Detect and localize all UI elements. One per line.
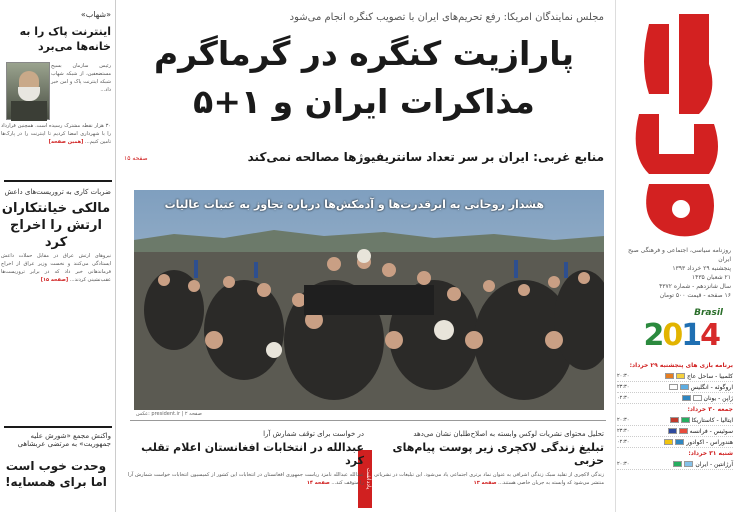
flag-icon xyxy=(679,428,688,434)
schedule-match-row[interactable] xyxy=(617,393,733,404)
schedule-teams xyxy=(669,384,733,391)
match-time: ۲۰:۳۰ xyxy=(617,461,630,467)
divider xyxy=(4,180,112,182)
main-headline-line1: پارازیت کنگره در گرماگرم xyxy=(153,34,575,73)
schedule-teams xyxy=(673,461,733,468)
masthead-info xyxy=(619,246,731,300)
schedule-match-row[interactable] xyxy=(617,382,733,393)
schedule-teams xyxy=(682,395,733,402)
divider xyxy=(130,420,606,421)
crowd-photo xyxy=(134,190,604,410)
schedule-match-row[interactable] xyxy=(617,426,733,437)
year-digit: 2 xyxy=(643,318,663,353)
match-time: ۲۰:۳۰ xyxy=(617,417,630,423)
article-abdullah[interactable] xyxy=(128,430,364,487)
photo-credit: عکس: president.ir | صفحه ۲ xyxy=(136,411,202,417)
article-luxury-text: زندگی لاکچری از تقلید سبک زندگی اشرافی به عنوان نماد برتری اجتماعی یاد می‌شود. این تبلیغات در نشریاتی منتشر می‌شود که وابسته به جریان خاصی هستند... xyxy=(374,472,604,486)
schedule-day-label: برنامه بازی های پنجشنبه ۲۹ خرداد: xyxy=(629,362,733,369)
page-reference[interactable]: صفحه ۱۵ xyxy=(124,155,148,162)
schedule-match-row[interactable] xyxy=(617,415,733,426)
article-abdullah-body xyxy=(128,471,364,487)
match-name: سوئیس - فرانسه xyxy=(689,427,733,435)
schedule-teams xyxy=(664,439,733,446)
photo-caption: هشدار روحانی به ابرقدرت‌ها و آدمکش‌ها درباره تجاوز به عتبات عالیات xyxy=(164,198,544,211)
article-abdullah-text: عبدالله عبدالله نامزد ریاست جمهوری افغانستان در انتخابات این کشور از کمیسیون انتخابات خواست شمارش آرا را متوقف کند... xyxy=(128,472,364,486)
info-line: پنجشنبه ۲۹ خرداد ۱۳۹۳ xyxy=(672,265,731,272)
main-headline-line2: مذاکرات ایران و ۱+۵ xyxy=(193,82,535,121)
article-abdullah-kicker: در خواست برای توقف شمارش آرا xyxy=(263,430,364,438)
schedule-teams xyxy=(670,417,733,424)
match-time: ۲۳:۳۰ xyxy=(617,428,630,434)
match-time: ۰۲:۳۰ xyxy=(617,439,630,445)
left-body-2-text: ۳۰ هزار نقطه مشترک رسیده است. همچنین قرارداد را با شهرداری امضا کردیم تا اینترنت را در پارک‌ها تامین کنیم... xyxy=(1,123,111,145)
match-time: ۲۳:۳۰ xyxy=(617,384,630,390)
match-name: اروگوئه - انگلیس xyxy=(690,383,733,391)
left-kicker: «شهاب» xyxy=(80,10,111,19)
article-luxury-ref[interactable]: صفحه ۱۳ xyxy=(473,480,497,486)
match-time: ۰۲:۳۰ xyxy=(617,395,630,401)
info-line: سال شانزدهم - شماره ۴۳۷۲ xyxy=(659,283,731,290)
left-kicker-2: ضربات کاری به تروریست‌های داعش xyxy=(4,188,111,196)
left-body-3 xyxy=(1,252,111,284)
main-content xyxy=(120,0,612,512)
flag-icon xyxy=(665,373,674,379)
article-luxury-kicker: تحلیل محتوای نشریات لوکس وابسته به اصلاح‌طلبان نشان می‌دهد xyxy=(413,430,604,438)
match-time: ۲۰:۳۰ xyxy=(617,373,630,379)
red-side-label: یادداشت xyxy=(358,450,372,508)
article-abdullah-headline: عبدالله در انتخابات افغانستان اعلام تقلب کرد xyxy=(141,441,364,467)
article-abdullah-ref[interactable]: صفحه ۱۴ xyxy=(306,480,330,486)
left-body-3-ref[interactable]: [صفحه ۱۵] xyxy=(40,277,69,283)
brasil-year xyxy=(644,318,720,353)
article-luxury-headline: تبلیغ زندگی لاکچری زیر پوست پیام‌های حزبی xyxy=(392,441,604,467)
match-name: کلمبیا - ساحل عاج xyxy=(686,372,733,380)
world-cup-logo xyxy=(627,306,727,358)
flag-icon xyxy=(676,373,685,379)
year-digit: 1 xyxy=(681,318,701,353)
flag-icon xyxy=(684,461,693,467)
left-headline-unity[interactable]: وحدت خوب است اما برای همسایه! xyxy=(5,459,107,489)
article-luxury[interactable] xyxy=(374,430,604,487)
brasil-text: Brasil xyxy=(694,308,723,318)
match-schedule xyxy=(617,360,733,470)
flag-icon xyxy=(680,384,689,390)
schedule-day-label: شنبه ۳۱ خرداد: xyxy=(688,450,733,457)
schedule-teams xyxy=(668,428,733,435)
flag-icon xyxy=(668,428,677,434)
schedule-match-row[interactable] xyxy=(617,437,733,448)
left-headline-maliki[interactable]: مالکی خیانتکاران ارتش را اخراج کرد xyxy=(1,201,111,250)
newspaper-logo[interactable] xyxy=(619,4,731,244)
flag-icon xyxy=(664,439,673,445)
year-digit: 4 xyxy=(700,318,719,353)
javan-logo-icon xyxy=(619,4,731,244)
info-line: روزنامه سیاسی، اجتماعی و فرهنگی صبح ایران xyxy=(628,247,731,263)
flag-icon xyxy=(682,395,691,401)
left-body-3-text: نیروهای ارتش عراق در مقابل حملات داعش ایستادگی می‌کنند و نخست وزیر عراق از اخراج فرماندهانی خبر داد که در برابر تروریست‌ها عقب‌نشینی کردند... xyxy=(1,253,111,283)
masthead xyxy=(615,0,737,512)
lead-photo[interactable] xyxy=(134,190,604,410)
left-column xyxy=(0,0,116,512)
main-headline[interactable] xyxy=(124,30,604,126)
schedule-teams xyxy=(665,373,733,380)
left-kicker-3: واکنش مجمع «شورش علیه جمهوریت» به مرتضی عربشاهی xyxy=(17,432,111,448)
schedule-match-row[interactable] xyxy=(617,371,733,382)
flag-icon xyxy=(681,417,690,423)
flag-icon xyxy=(670,417,679,423)
year-digit: 0 xyxy=(662,318,682,353)
schedule-day-label: جمعه ۳۰ خرداد: xyxy=(687,406,733,413)
left-body-1: رئیس سازمان بسیج مستضعفین، از شبکه شهاب شبکه اینترنت پاک و امن خبر داد... xyxy=(51,63,111,93)
left-body-2-ref[interactable]: [همین صفحه] xyxy=(48,139,84,145)
match-name: ایتالیا - کاستاریکا xyxy=(691,416,733,424)
portrait-photo xyxy=(6,62,50,120)
flag-icon xyxy=(669,384,678,390)
left-body-2 xyxy=(1,122,111,146)
match-name: ژاپن - یونان xyxy=(703,394,733,402)
info-line: ۲۱ شعبان ۱۴۳۵ xyxy=(691,274,731,281)
schedule-match-row[interactable] xyxy=(617,459,733,470)
match-name: آرژانتین - ایران xyxy=(695,460,733,468)
divider xyxy=(4,426,112,428)
match-name: هندوراس - اکوادور xyxy=(686,438,733,446)
flag-icon xyxy=(673,461,682,467)
article-luxury-body xyxy=(374,471,604,487)
flag-icon xyxy=(675,439,684,445)
top-kicker: مجلس نمایندگان امریکا: رفع تحریم‌های ایران با تصویب کنگره انجام می‌شود xyxy=(289,12,604,23)
sub-headline: منابع غربی: ایران بر سر تعداد سانتریفیوژها مصالحه نمی‌کند xyxy=(247,150,604,164)
left-headline-internet[interactable]: اینترنت پاک را به خانه‌ها می‌برد xyxy=(19,25,111,53)
info-line: ۱۶ صفحه - قیمت ۵۰۰ تومان xyxy=(659,292,731,299)
flag-icon xyxy=(693,395,702,401)
